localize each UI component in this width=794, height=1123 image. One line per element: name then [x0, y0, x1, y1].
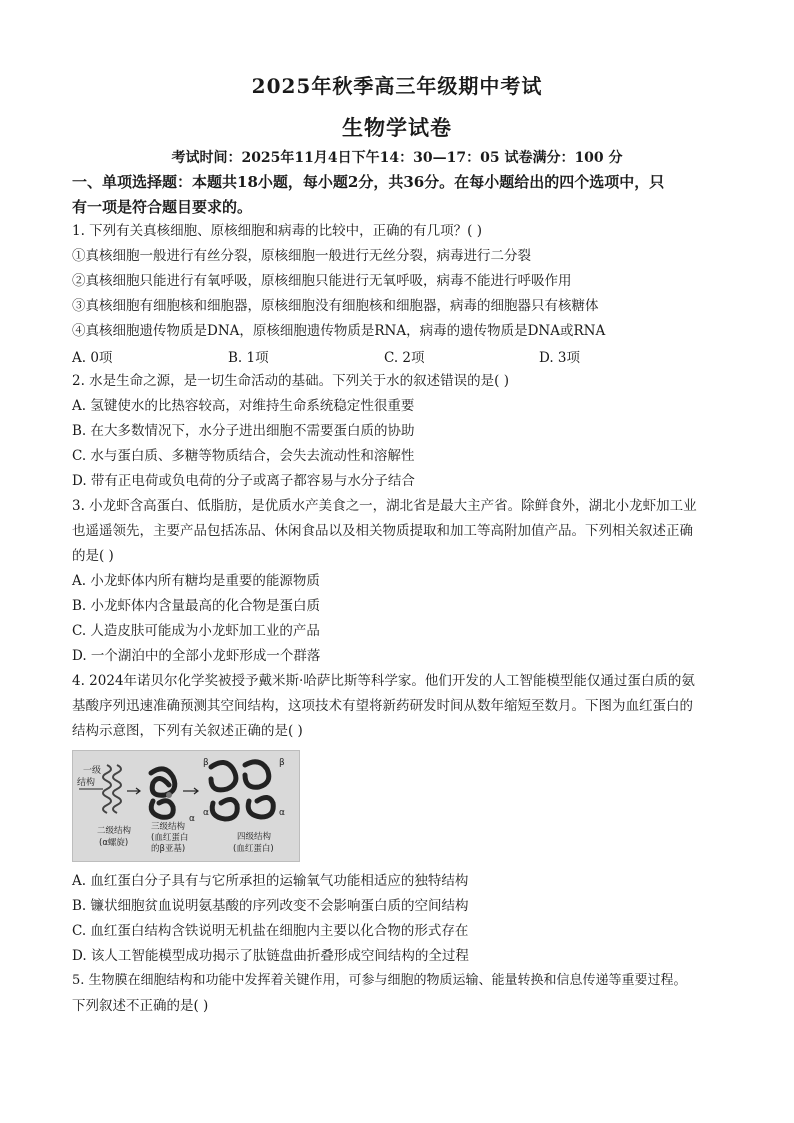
q1-options [72, 346, 732, 366]
q4-stem-line-2: 基酸序列迅速准确预测其空间结构，这项技术有望将新药研发时间从数年缩短至数月。下图为血红蛋白的 [72, 698, 693, 714]
tertiary-label-2: (血红蛋白 [151, 833, 189, 843]
q1-option-b: B. 1项 [228, 350, 269, 366]
section-heading-line-2: 有一项是符合题目要求的。 [72, 198, 253, 216]
q3-stem-line-1: 3. 小龙虾含高蛋白、低脂肪，是优质水产美食之一，湖北省是最大主产省。除鲜食外，湖北小龙虾加工业 [72, 498, 697, 514]
q2-option-d: D. 带有正电荷或负电荷的分子或离子都容易与水分子结合 [72, 473, 415, 489]
primary-label-2: 结构 [77, 778, 96, 788]
hemoglobin-structure-figure [72, 750, 300, 862]
q3-option-d: D. 一个湖泊中的全部小龙虾形成一个群落 [72, 648, 321, 664]
q1-option-c: C. 2项 [384, 350, 425, 366]
q2-stem: 2. 水是生命之源，是一切生命活动的基础。下列关于水的叙述错误的是( ) [72, 373, 509, 389]
q3-option-a: A. 小龙虾体内所有糖均是重要的能源物质 [72, 573, 320, 589]
q3-stem-line-3: 的是( ) [72, 548, 114, 564]
q2-option-a: A. 氢键使水的比热容较高，对维持生命系统稳定性很重要 [72, 398, 415, 414]
q4-option-a: A. 血红蛋白分子具有与它所承担的运输氧气功能相适应的独特结构 [72, 873, 469, 889]
beta-label-1: β [279, 758, 285, 768]
q1-item-3: ③真核细胞有细胞核和细胞器，原核细胞没有细胞核和细胞器，病毒的细胞器只有核糖体 [72, 298, 599, 314]
alpha-helix-drawing [103, 765, 121, 813]
primary-label-1: 一级 [83, 766, 102, 776]
q1-option-a: A. 0项 [72, 350, 113, 366]
q4-option-d: D. 该人工智能模型成功揭示了肽链盘曲折叠形成空间结构的全过程 [72, 948, 469, 964]
q3-option-b: B. 小龙虾体内含量最高的化合物是蛋白质 [72, 598, 321, 614]
q4-stem-line-3: 结构示意图，下列有关叙述正确的是( ) [72, 723, 303, 739]
secondary-label-2: (α螺旋) [99, 838, 129, 848]
heme-group [166, 792, 172, 798]
q3-option-c: C. 人造皮肤可能成为小龙虾加工业的产品 [72, 623, 320, 639]
quaternary-label-1: 四级结构 [237, 832, 272, 842]
section-heading-line-1: 一、单项选择题：本题共18小题，每小题2分，共36分。在每小题给出的四个选项中，只 [72, 173, 665, 191]
q1-item-1: ①真核细胞一般进行有丝分裂，原核细胞一般进行无丝分裂，病毒进行二分裂 [72, 248, 531, 264]
alpha-label-2: α [279, 808, 285, 818]
secondary-label-1: 二级结构 [97, 826, 132, 836]
q1-item-2: ②真核细胞只能进行有氧呼吸，原核细胞只能进行无氧呼吸，病毒不能进行呼吸作用 [72, 273, 572, 289]
beta-label-2: β [203, 758, 209, 768]
tertiary-label-3: 的β亚基) [151, 844, 186, 854]
q3-stem-line-2: 也遥遥领先，主要产品包括冻品、休闲食品以及相关物质提取和加工等高附加值产品。下列相关叙述正确 [72, 523, 693, 539]
exam-info: 考试时间：2025年11月4日下午14：30—17：05 试卷满分：100 分 [171, 150, 623, 166]
q2-option-c: C. 水与蛋白质、多糖等物质结合，会失去流动性和溶解性 [72, 448, 415, 464]
q1-stem: 1. 下列有关真核细胞、原核细胞和病毒的比较中，正确的有几项？( ) [72, 223, 482, 239]
q4-option-b: B. 镰状细胞贫血说明氨基酸的序列改变不会影响蛋白质的空间结构 [72, 898, 469, 914]
tertiary-label-1: 三级结构 [151, 822, 186, 832]
exam-title: 2025年秋季高三年级期中考试 [251, 74, 543, 98]
alpha-label-1: α [203, 808, 209, 818]
q5-stem-line-2: 下列叙述不正确的是( ) [72, 998, 209, 1014]
q1-item-4: ④真核细胞遗传物质是DNA，原核细胞遗传物质是RNA，病毒的遗传物质是DNA或RNA [72, 323, 606, 339]
quaternary-label-2: (血红蛋白) [233, 844, 274, 854]
q5-stem-line-1: 5. 生物膜在细胞结构和功能中发挥着关键作用，可参与细胞的物质运输、能量转换和信息传递等重要过程。 [72, 973, 687, 988]
alpha-label-3: α [189, 814, 195, 824]
quaternary-hemoglobin-drawing [211, 762, 273, 819]
q1-option-d: D. 3项 [539, 350, 581, 366]
q4-option-c: C. 血红蛋白结构含铁说明无机盐在细胞内主要以化合物的形式存在 [72, 923, 469, 939]
subject-title: 生物学试卷 [342, 115, 452, 140]
q2-option-b: B. 在大多数情况下，水分子进出细胞不需要蛋白质的协助 [72, 423, 415, 439]
q4-stem-line-1: 4. 2024年诺贝尔化学奖被授予戴米斯·哈萨比斯等科学家。他们开发的人工智能模型能仅通过蛋白质的氨 [72, 673, 695, 689]
